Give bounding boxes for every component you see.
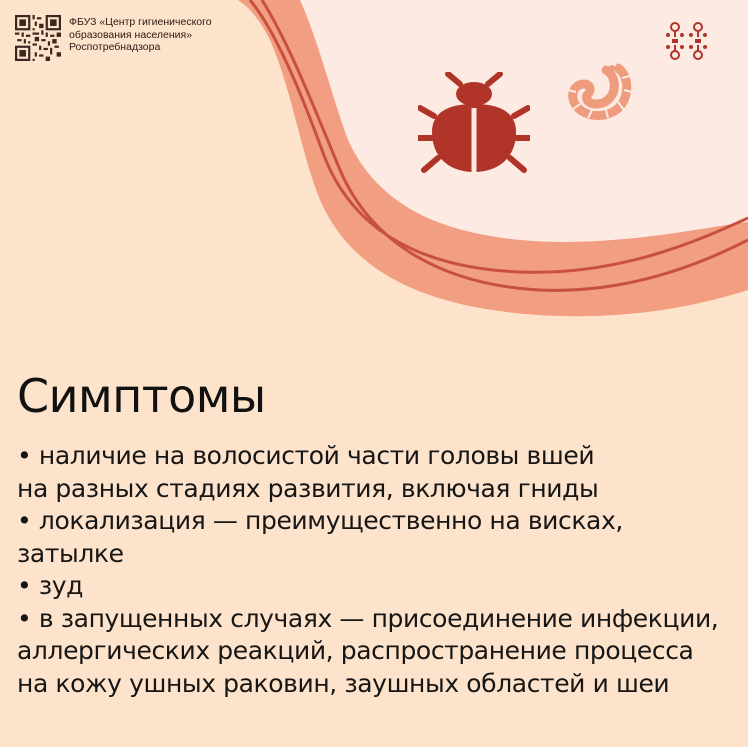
symptom-line: затылке bbox=[17, 538, 124, 568]
symptom-line: • зуд bbox=[17, 571, 84, 600]
qr-code-icon bbox=[15, 15, 61, 61]
org-line-2: образования населения» bbox=[69, 28, 193, 41]
symptom-line: • локализация — преимущественно на висках, bbox=[17, 506, 623, 535]
symptom-line: на кожу ушных раковин, заушных областей и шеи bbox=[17, 668, 670, 698]
ornament-icon bbox=[662, 17, 712, 65]
symptoms-list bbox=[17, 440, 737, 700]
symptom-line: на разных стадиях развития, включая гниды bbox=[17, 473, 599, 503]
larva-icon bbox=[566, 60, 636, 122]
header bbox=[15, 15, 212, 61]
bug-icon bbox=[418, 72, 530, 176]
symptom-line: • в запущенных случаях — присоединение инфекции, bbox=[17, 603, 719, 633]
org-line-1: ФБУЗ «Центр гигиенического bbox=[69, 16, 212, 28]
symptom-line: аллергических реакций, распространение процесса bbox=[17, 636, 694, 665]
org-line-3: Роспотребнадзора bbox=[69, 41, 161, 53]
page-title: Симптомы bbox=[17, 369, 266, 423]
organization-name bbox=[69, 16, 212, 54]
symptom-line: • наличие на волосистой части головы вшей bbox=[17, 441, 595, 470]
